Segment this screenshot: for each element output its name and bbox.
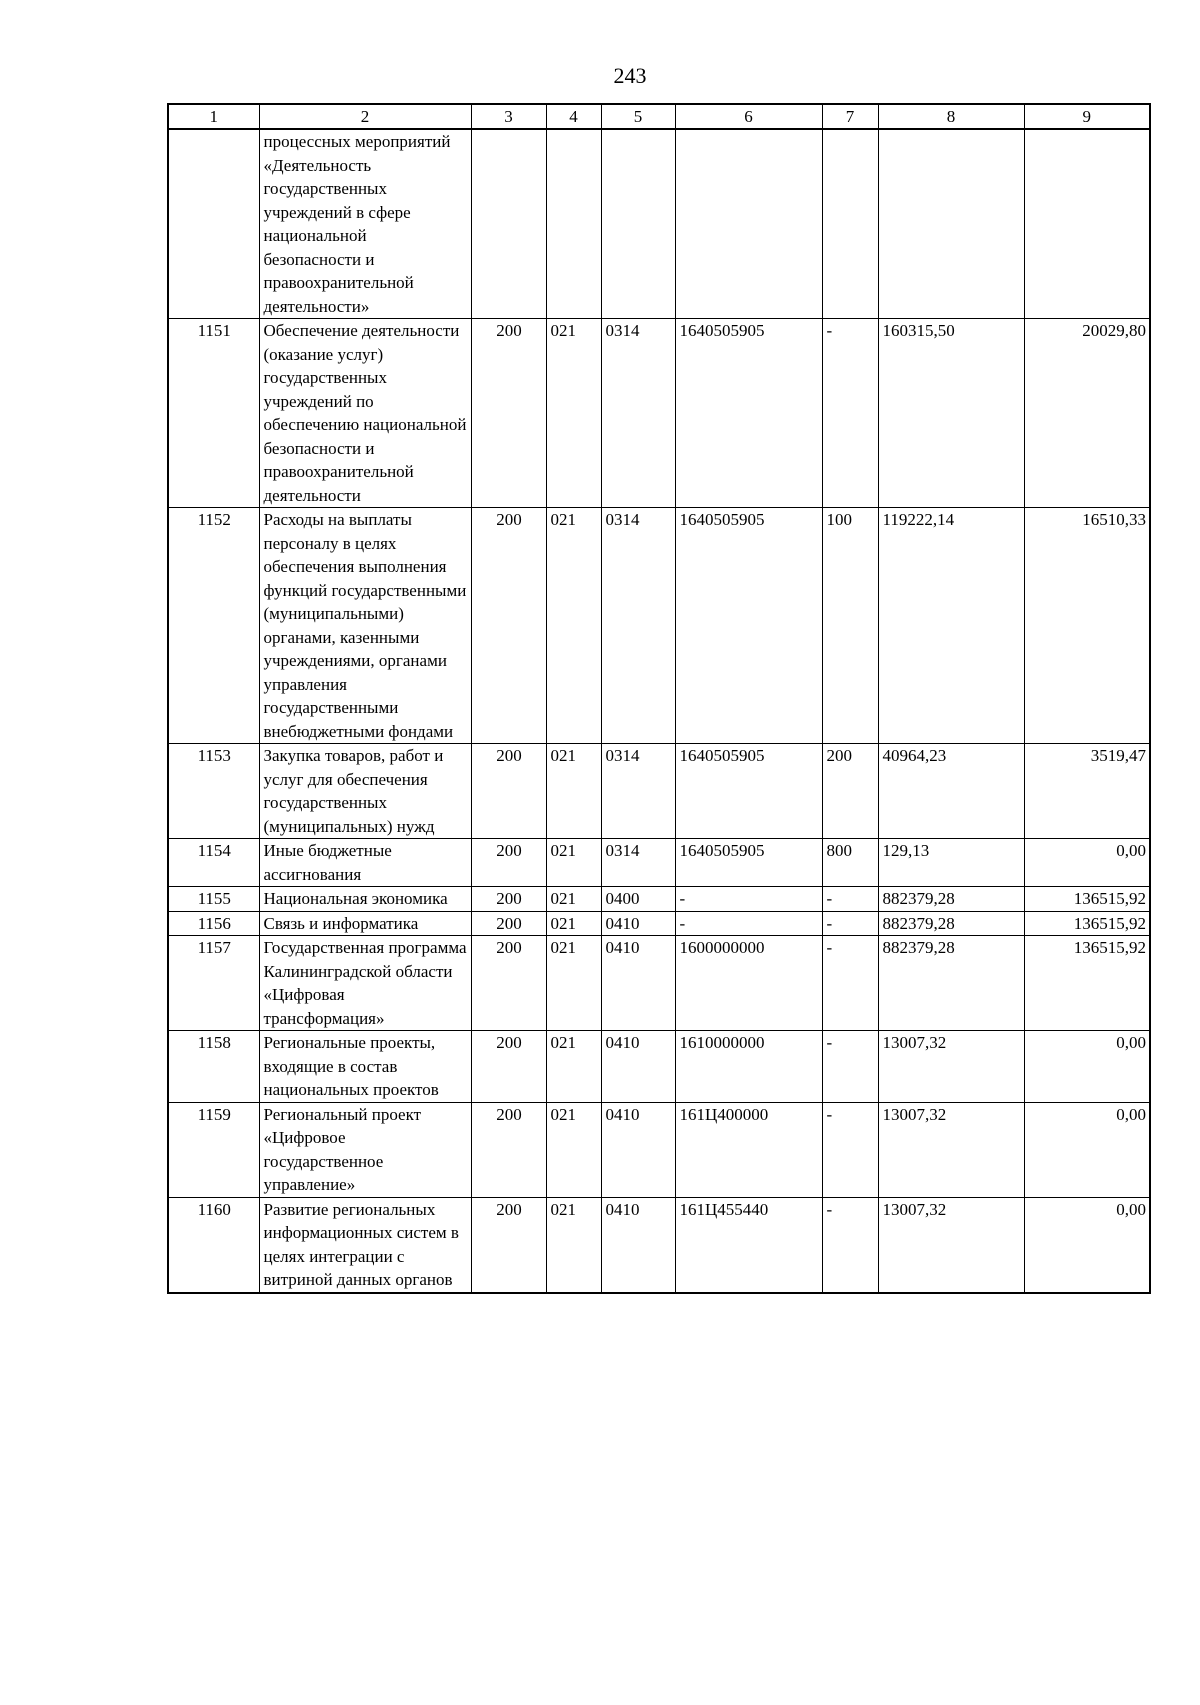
code-cell-7: 200 [822,744,878,839]
code-cell-5: 0314 [601,508,675,744]
table-row [168,887,1150,912]
code-cell-4: 021 [546,911,601,936]
table-body [168,129,1150,1293]
amount-cell-8 [878,129,1024,319]
code-cell-5: 0410 [601,936,675,1031]
row-name-cell: Региональные проекты, входящие в состав национальных проектов [259,1031,471,1103]
code-cell-3: 200 [471,1197,546,1293]
code-cell-7: - [822,1031,878,1103]
column-header: 7 [822,104,878,129]
budget-table [167,103,1151,1294]
row-name-cell: Связь и информатика [259,911,471,936]
code-cell-5: 0410 [601,1102,675,1197]
table-row [168,1197,1150,1293]
code-cell-4: 021 [546,1031,601,1103]
table-row [168,936,1150,1031]
page-number: 243 [613,63,647,88]
column-header: 3 [471,104,546,129]
row-number-cell: 1151 [168,319,259,508]
code-cell-6 [675,129,822,319]
amount-cell-8: 160315,50 [878,319,1024,508]
amount-cell-8: 40964,23 [878,744,1024,839]
code-cell-4: 021 [546,1102,601,1197]
row-number-cell: 1159 [168,1102,259,1197]
table-row [168,319,1150,508]
row-number-cell: 1153 [168,744,259,839]
amount-cell-9: 0,00 [1024,1031,1150,1103]
code-cell-4: 021 [546,1197,601,1293]
code-cell-3: 200 [471,1102,546,1197]
amount-cell-8: 13007,32 [878,1031,1024,1103]
row-name-cell: Государственная программа Калининградской области «Цифровая трансформация» [259,936,471,1031]
amount-cell-8: 882379,28 [878,887,1024,912]
row-number-cell: 1154 [168,839,259,887]
row-name-cell: Региональный проект «Цифровое государственное управление» [259,1102,471,1197]
code-cell-7: 100 [822,508,878,744]
code-cell-5: 0410 [601,911,675,936]
code-cell-7: - [822,911,878,936]
row-name-cell: Национальная экономика [259,887,471,912]
code-cell-6: 1640505905 [675,319,822,508]
amount-cell-9: 136515,92 [1024,887,1150,912]
code-cell-6: 1600000000 [675,936,822,1031]
column-header: 6 [675,104,822,129]
code-cell-6: - [675,911,822,936]
table-row [168,1031,1150,1103]
column-header: 1 [168,104,259,129]
code-cell-4: 021 [546,508,601,744]
code-cell-3 [471,129,546,319]
code-cell-5: 0410 [601,1197,675,1293]
code-cell-6: 161Ц400000 [675,1102,822,1197]
amount-cell-9: 20029,80 [1024,319,1150,508]
row-number-cell [168,129,259,319]
row-number-cell: 1155 [168,887,259,912]
amount-cell-8: 882379,28 [878,911,1024,936]
column-header: 5 [601,104,675,129]
code-cell-6: - [675,887,822,912]
code-cell-3: 200 [471,839,546,887]
amount-cell-9: 136515,92 [1024,911,1150,936]
code-cell-3: 200 [471,319,546,508]
code-cell-4: 021 [546,839,601,887]
table-row [168,744,1150,839]
code-cell-5 [601,129,675,319]
code-cell-5: 0410 [601,1031,675,1103]
row-number-cell: 1152 [168,508,259,744]
code-cell-3: 200 [471,911,546,936]
row-name-cell: Закупка товаров, работ и услуг для обеспечения государственных (муниципальных) нужд [259,744,471,839]
amount-cell-9: 3519,47 [1024,744,1150,839]
row-number-cell: 1160 [168,1197,259,1293]
column-header: 9 [1024,104,1150,129]
row-name-cell: Обеспечение деятельности (оказание услуг) государственных учреждений по обеспечению национальной безопасности и правоохранительной деятельности [259,319,471,508]
amount-cell-8: 882379,28 [878,936,1024,1031]
amount-cell-9 [1024,129,1150,319]
code-cell-3: 200 [471,744,546,839]
code-cell-6: 1640505905 [675,839,822,887]
amount-cell-8: 13007,32 [878,1102,1024,1197]
code-cell-4: 021 [546,936,601,1031]
code-cell-6: 161Ц455440 [675,1197,822,1293]
code-cell-3: 200 [471,508,546,744]
code-cell-7: - [822,936,878,1031]
code-cell-5: 0400 [601,887,675,912]
column-header: 8 [878,104,1024,129]
code-cell-4: 021 [546,887,601,912]
amount-cell-8: 129,13 [878,839,1024,887]
column-header: 2 [259,104,471,129]
column-header: 4 [546,104,601,129]
row-name-cell: Развитие региональных информационных систем в целях интеграции с витриной данных органов [259,1197,471,1293]
amount-cell-8: 13007,32 [878,1197,1024,1293]
code-cell-6: 1640505905 [675,508,822,744]
row-number-cell: 1157 [168,936,259,1031]
row-name-cell: процессных мероприятий «Деятельность государственных учреждений в сфере национальной безопасности и правоохранительной деятельности» [259,129,471,319]
amount-cell-9: 0,00 [1024,839,1150,887]
code-cell-6: 1640505905 [675,744,822,839]
header-row [168,104,1150,129]
code-cell-4: 021 [546,319,601,508]
table-row [168,508,1150,744]
row-name-cell: Расходы на выплаты персоналу в целях обеспечения выполнения функций государственными (муниципальными) органами, казенными учреждениями, органами управления государственными внебюджетными фондами [259,508,471,744]
amount-cell-9: 136515,92 [1024,936,1150,1031]
amount-cell-8: 119222,14 [878,508,1024,744]
code-cell-6: 1610000000 [675,1031,822,1103]
code-cell-5: 0314 [601,744,675,839]
code-cell-7: 800 [822,839,878,887]
code-cell-4: 021 [546,744,601,839]
table-row [168,839,1150,887]
row-number-cell: 1156 [168,911,259,936]
code-cell-7: - [822,319,878,508]
code-cell-5: 0314 [601,839,675,887]
code-cell-5: 0314 [601,319,675,508]
code-cell-4 [546,129,601,319]
table-row [168,129,1150,319]
table-row [168,911,1150,936]
table-row [168,1102,1150,1197]
code-cell-3: 200 [471,936,546,1031]
code-cell-3: 200 [471,887,546,912]
code-cell-7: - [822,887,878,912]
code-cell-3: 200 [471,1031,546,1103]
amount-cell-9: 0,00 [1024,1197,1150,1293]
row-name-cell: Иные бюджетные ассигнования [259,839,471,887]
code-cell-7 [822,129,878,319]
amount-cell-9: 0,00 [1024,1102,1150,1197]
code-cell-7: - [822,1197,878,1293]
amount-cell-9: 16510,33 [1024,508,1150,744]
row-number-cell: 1158 [168,1031,259,1103]
code-cell-7: - [822,1102,878,1197]
